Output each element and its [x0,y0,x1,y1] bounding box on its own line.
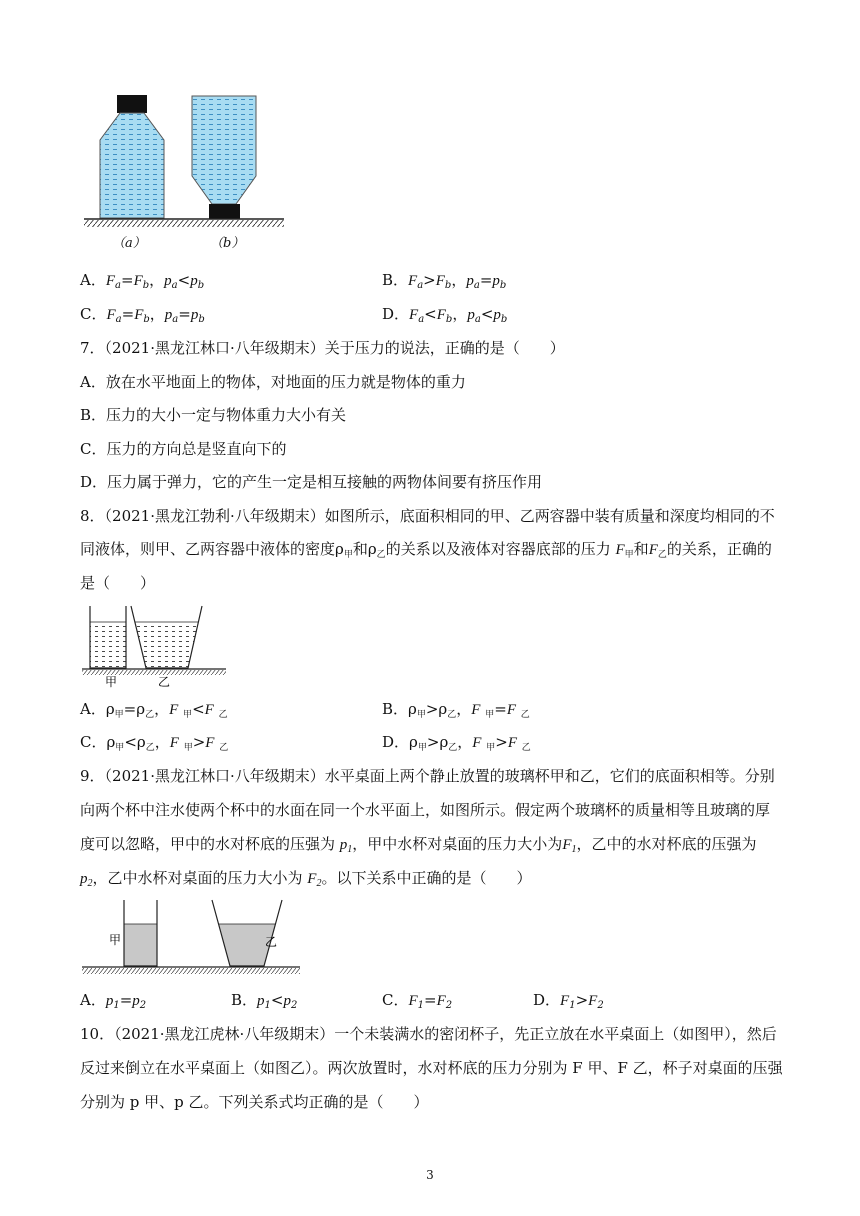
q7-stem: 7．（2021·黑龙江林口·八年级期末）关于压力的说法，正确的是（ ） [80,339,565,357]
text: 同液体，则甲、乙两容器中液体的密度ρ [80,540,344,558]
figure-containers [80,604,230,688]
q7-option-b[interactable]: B．压力的大小一定与物体重力大小有关 [80,406,347,424]
figure-glasses [80,898,304,978]
text: 。以下关系中正确的是（ ） [321,869,532,887]
option-letter: A． [80,271,106,289]
q8-option-d[interactable]: D．$\rho_甲>\rho_乙$，F $_甲$>F $_乙$ [382,733,531,753]
q6-option-d[interactable]: D．$F_a<F_b$，$p_a<p_b$ [382,305,508,325]
q7-option-d[interactable]: D．压力属于弹力，它的产生一定是相互接触的两物体间要有挤压作用 [80,473,543,491]
container-label-jia: 甲 [105,675,118,688]
option-letter: C． [80,305,107,323]
q8-stem-line2 [80,539,772,565]
option-letter: B． [382,271,409,289]
q8-stem-line3: 是（ ） [80,574,156,592]
q9-stem-line1: 9．（2021·黑龙江林口·八年级期末）水平桌面上两个静止放置的玻璃杯甲和乙，它们的底面积相等。分别 [80,767,775,785]
q8-stem-line1: 8．（2021·黑龙江勃利·八年级期末）如图所示，底面积相同的甲、乙两容器中装有质量和深度均相同的不 [80,507,775,525]
q9-option-b[interactable]: B．$p_1<p_2$ [231,991,298,1011]
q8-option-a[interactable]: A．$\rho_甲=\rho_乙$，F $_甲$<F $_乙$ [80,700,228,720]
q7-option-a[interactable]: A．放在水平地面上的物体，对地面的压力就是物体的重力 [80,373,466,391]
q9-option-c[interactable]: C．$F_1=F_2$ [382,991,453,1011]
option-letter: D． [382,305,410,323]
text: 的关系以及液体对容器底部的压力 [385,540,611,558]
symbol: F [615,542,625,558]
text: 和ρ [352,540,377,558]
q10-stem-line2: 反过来倒立在水平桌面上（如图乙）。两次放置时，水对杯底的压力分别为 F 甲、F 乙，杯子对桌面的压强 [80,1059,783,1077]
sub: 乙 [376,550,386,560]
text: 度可以忽略，甲中的水对杯底的压强为 [80,835,336,853]
text: ，乙中水杯对桌面的压力大小为 [92,869,303,887]
q7-option-c[interactable]: C．压力的方向总是竖直向下的 [80,440,287,458]
figure-bottles [80,92,290,256]
page-number: 3 [426,1168,434,1182]
q6-option-c[interactable]: C．$F_a=F_b$，$p_a=p_b$ [80,305,205,325]
q8-option-c[interactable]: C．$\rho_甲<\rho_乙$，F $_甲$>F $_乙$ [80,733,229,753]
bottle-a-cap [117,95,147,113]
figure-label-a: （a） [112,236,146,251]
bottle-a-body [100,113,164,218]
sub: 甲 [624,550,634,560]
text: ，乙中的水对杯底的压强为 [576,835,757,853]
symbol: F [648,542,658,558]
q9-stem-line2: 向两个杯中注水使两个杯中的水面在同一个水平面上，如图所示。假定两个玻璃杯的质量相等且玻璃的厚 [80,801,771,819]
glass-label-yi: 乙 [265,935,278,949]
sub: 甲 [343,550,353,560]
figure-label-b: （b） [210,236,245,251]
text: 和 [633,540,649,558]
q8-option-b[interactable]: B．$\rho_甲>\rho_乙$，F $_甲$=F $_乙$ [382,700,530,720]
sub: 乙 [657,550,667,560]
q9-stem-line3: 度可以忽略，甲中的水对杯底的压强为 $p_1$，甲中水杯对桌面的压力大小为$F_1$，乙中的水对杯底的压强为 [80,835,757,855]
glass-label-jia: 甲 [109,933,122,947]
q10-stem-line3: 分别为 p 甲、p 乙。下列关系式均正确的是（ ） [80,1093,429,1111]
q9-stem-line4: $p_2$，乙中水杯对桌面的压力大小为 $F_2$。以下关系中正确的是（ ） [80,869,532,889]
bottle-b-body [192,96,256,204]
container-jia-liquid [90,622,126,668]
q6-option-b[interactable]: B．$F_a>F_b$，$p_a=p_b$ [382,271,507,291]
q9-option-a[interactable]: A．$p_1=p_2$ [80,991,147,1011]
text: ，甲中水杯对桌面的压力大小为 [352,835,563,853]
container-label-yi: 乙 [158,675,171,688]
bottle-b-cap [209,204,240,219]
q9-option-d[interactable]: D．$F_1>F_2$ [533,991,604,1011]
q10-stem-line1: 10．（2021·黑龙江虎林·八年级期末）一个未装满水的密闭杯子，先正立放在水平桌面上（如图甲），然后 [80,1025,777,1043]
glass-jia-water [124,924,157,966]
q6-option-a[interactable]: A．$F_a=F_b$，$p_a<p_b$ [80,271,205,291]
text: 的关系，正确的 [666,540,772,558]
